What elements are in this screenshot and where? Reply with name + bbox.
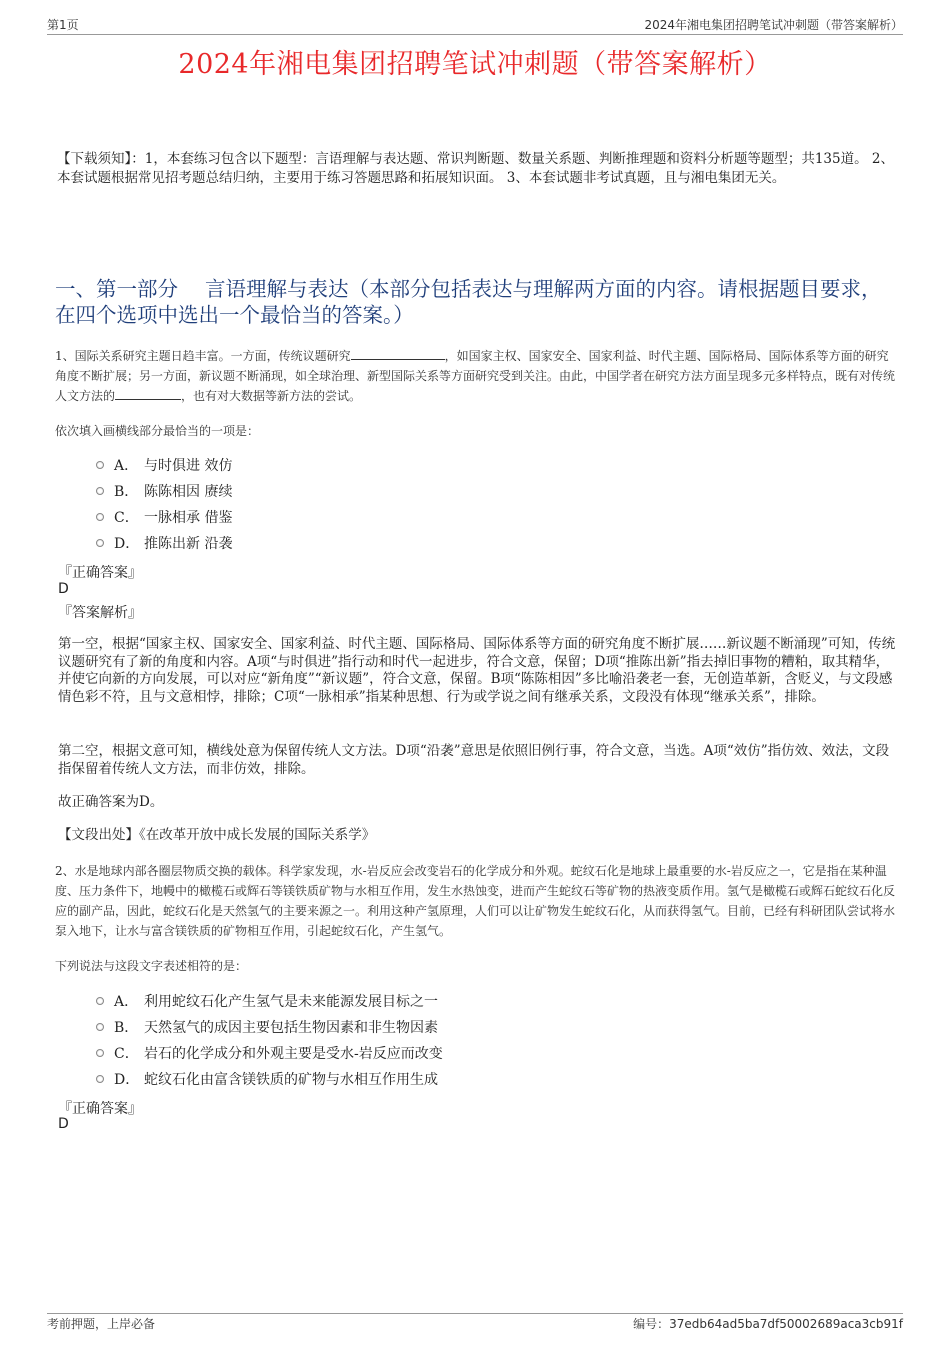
question-1-text-part-2: ，如国家主权、国家安全、国家利益、时代主题、国际格局、国际体系等方面的研究角度不断扩展；另一方面，新议题不断涌现，如全球治理、新型国际关系等方面研究受到关注。由此，中国学者在研究方法方面呈现多元多样特点，既有对传统人文方法的 — [55, 349, 896, 403]
option-text: 一脉相承 借鉴 — [144, 510, 233, 526]
analysis-label: 『答案解析』 — [58, 605, 142, 621]
question-1-text — [55, 346, 900, 406]
radio-icon[interactable] — [96, 461, 104, 469]
question-2-options — [96, 988, 443, 1092]
text-source: 【文段出处】《在改革开放中成长发展的国际关系学》 — [58, 827, 376, 843]
option-text: 与时俱进 效仿 — [144, 458, 233, 474]
question-1-options — [96, 452, 232, 556]
option-text: 陈陈相因 赓续 — [144, 484, 233, 500]
option-text: 蛇纹石化由富含镁铁质的矿物与水相互作用生成 — [144, 1072, 438, 1088]
option-d[interactable] — [96, 1066, 443, 1092]
correct-answer: D — [58, 581, 69, 597]
radio-icon[interactable] — [96, 997, 104, 1005]
document-id: 编号：37edb64ad5ba7df50002689aca3cb91f — [633, 1317, 903, 1331]
header-doc-title: 2024年湘电集团招聘笔试冲刺题（带答案解析） — [644, 18, 903, 32]
analysis-paragraph-2: 第二空，根据文意可知，横线处意为保留传统人文方法。D项“沿袭”意思是依照旧例行事，符合文意，当选。A项“效仿”指仿效、效法，文段指保留着传统人文方法，而非仿效，排除。 — [58, 743, 890, 777]
question-1-text-part-3: ，也有对大数据等新方法的尝试。 — [181, 389, 362, 403]
option-letter: D． — [114, 536, 140, 552]
option-b[interactable] — [96, 1014, 443, 1040]
correct-answer-label: 『正确答案』 — [58, 1101, 142, 1117]
page-footer — [47, 1313, 903, 1332]
radio-icon[interactable] — [96, 513, 104, 521]
correct-answer-label: 『正确答案』 — [58, 565, 142, 581]
option-letter: A． — [114, 458, 139, 474]
correct-answer: D — [58, 1116, 69, 1132]
section-title: 一、第一部分 言语理解与表达（本部分包括表达与理解两方面的内容。请根据题目要求，在四个选项中选出一个最恰当的答案。） — [55, 277, 882, 327]
option-text: 天然氢气的成因主要包括生物因素和非生物因素 — [144, 1020, 438, 1036]
option-letter: B． — [114, 484, 139, 500]
option-letter: C． — [114, 510, 139, 526]
fill-blank-1 — [351, 347, 445, 360]
analysis-paragraph-1: 第一空，根据“国家主权、国家安全、国家利益、时代主题、国际格局、国际体系等方面的研究角度不断扩展……新议题不断涌现”可知，传统议题研究有了新的角度和内容。A项“与时俱进”指行动和时代一起进步，符合文意，保留；D项“推陈出新”指去掉旧事物的糟粕，取其精华，并使它向新的方向发展，可以对应“新角度”“新议题”，符合文意，保留。B项“陈陈相因”多比喻沿袭老一套，无创造革新，含贬义，与文段感情色彩不符，且与文意相悖，排除；C项“一脉相承”指某种思想、行为或学说之间有继承关系，文段没有体现“继承关系”，排除。 — [58, 636, 896, 705]
option-text: 岩石的化学成分和外观主要是受水-岩反应而改变 — [144, 1046, 443, 1062]
radio-icon[interactable] — [96, 539, 104, 547]
fill-blank-2 — [115, 387, 181, 400]
document-title: 2024年湘电集团招聘笔试冲刺题（带答案解析） — [178, 49, 772, 80]
footer-slogan: 考前押题，上岸必备 — [47, 1317, 156, 1331]
radio-icon[interactable] — [96, 487, 104, 495]
option-letter: A． — [114, 994, 139, 1010]
option-a[interactable] — [96, 988, 443, 1014]
option-letter: B． — [114, 1020, 139, 1036]
option-d[interactable] — [96, 530, 232, 556]
option-text: 利用蛇纹石化产生氢气是未来能源发展目标之一 — [144, 994, 438, 1010]
analysis-conclusion: 故正确答案为D。 — [58, 794, 164, 810]
radio-icon[interactable] — [96, 1023, 104, 1031]
option-text: 推陈出新 沿袭 — [144, 536, 233, 552]
option-letter: D． — [114, 1072, 140, 1088]
radio-icon[interactable] — [96, 1075, 104, 1083]
question-2-prompt: 下列说法与这段文字表述相符的是： — [55, 959, 248, 973]
question-1-text-part-1: 1、国际关系研究主题日趋丰富。一方面，传统议题研究 — [55, 349, 351, 363]
question-1-prompt: 依次填入画横线部分最恰当的一项是： — [55, 424, 260, 438]
option-b[interactable] — [96, 478, 232, 504]
page-header — [47, 14, 903, 35]
radio-icon[interactable] — [96, 1049, 104, 1057]
option-letter: C． — [114, 1046, 139, 1062]
download-notice: 【下载须知】：1，本套练习包含以下题型：言语理解与表达题、常识判断题、数量关系题、判断推理题和资料分析题等题型；共135道。 2、本套试题根据常见招考题总结归纳，主要用于练习答题思路和拓展知识面。 3、本套试题非考试真题，且与湘电集团无关。 — [57, 151, 894, 186]
question-2-text: 2、水是地球内部各圈层物质交换的载体。科学家发现，水-岩反应会改变岩石的化学成分和外观。蛇纹石化是地球上最重要的水-岩反应之一，它是指在某种温度、压力条件下，地幔中的橄榄石或辉石等镁铁质矿物与水相互作用，发生水热蚀变，进而产生蛇纹石等矿物的热液变质作用。氢气是橄榄石或辉石蛇纹石化反应的副产品，因此，蛇纹石化是天然氢气的主要来源之一。利用这种产氢原理，人们可以让矿物发生蛇纹石化，从而获得氢气。目前，已经有科研团队尝试将水泵入地下，让水与富含镁铁质的矿物相互作用，引起蛇纹石化，产生氢气。 — [55, 864, 896, 938]
option-c[interactable] — [96, 504, 232, 530]
option-c[interactable] — [96, 1040, 443, 1066]
option-a[interactable] — [96, 452, 232, 478]
page-number: 第1页 — [47, 18, 79, 32]
